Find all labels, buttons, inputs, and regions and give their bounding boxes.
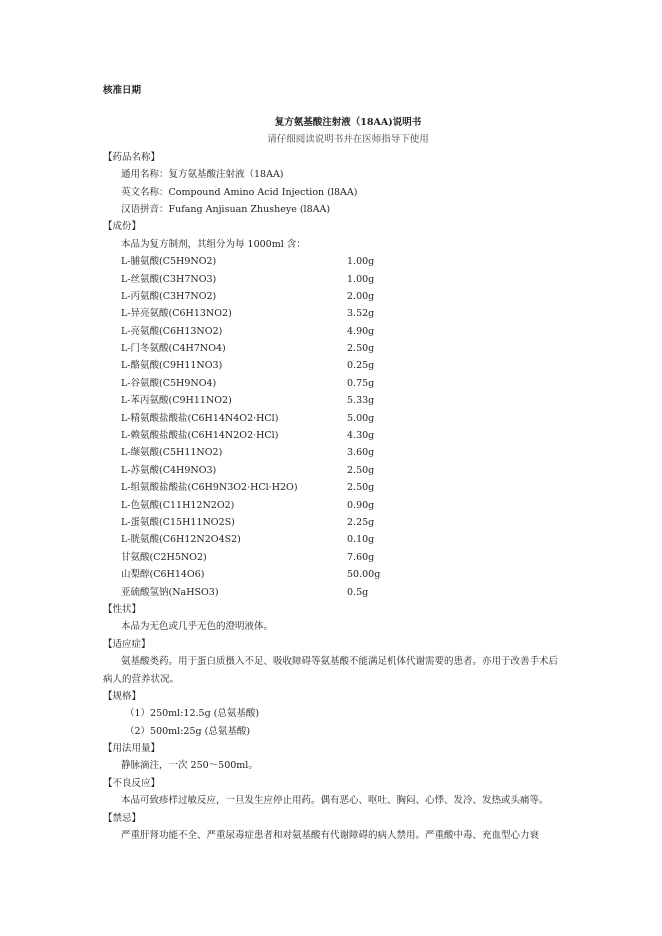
- ingredient-formula-close: ): [212, 290, 217, 302]
- package-insert: [103, 114, 563, 844]
- ingredient-name: [121, 253, 347, 270]
- ingredient-formula: C6H14N2O2·HCl: [191, 430, 275, 442]
- section-heading-composition: 【成份】: [103, 221, 142, 233]
- ingredient-label: L-丝氨酸(: [121, 273, 163, 285]
- ingredient-formula-close: ): [218, 325, 223, 337]
- ingredient-label: 亚硫酸氢钠(: [121, 586, 173, 598]
- ingredient-label: L-精氨酸盐酸盐(: [121, 412, 192, 424]
- section-heading-contraindications: 【禁忌】: [103, 812, 142, 824]
- composition-intro: 本品为复方制剂，其组分为每 1000ml 含：: [121, 238, 306, 250]
- ingredient-label: L-酪氨酸(: [121, 360, 163, 372]
- document-subtitle: 请仔细阅读说明书并在医师指导下使用: [267, 134, 429, 146]
- ingredient-label: L-脯氨酸(: [121, 256, 163, 268]
- ingredient-amount: 0.5g: [347, 586, 369, 598]
- ingredient-amount: 3.52g: [347, 308, 375, 320]
- indications-text: 氨基酸类药。用于蛋白质摄入不足、吸收障碍等氨基酸不能满足机体代谢需要的患者。亦用于改善手术后病人的营养状况。: [103, 656, 559, 685]
- ingredient-amount: 0.10g: [347, 534, 375, 546]
- ingredient-formula-close: ): [212, 377, 217, 389]
- ingredient-label: 甘氨酸(: [121, 551, 154, 563]
- ingredient-formula: C11H12N2O2: [162, 499, 231, 511]
- ingredient-formula-close: ): [230, 499, 235, 511]
- generic-name: 通用名称：复方氨基酸注射液（18AA): [121, 169, 284, 181]
- ingredient-formula-close: ): [203, 551, 207, 563]
- ingredient-label: L-色氨酸(: [121, 499, 163, 511]
- ingredient-name: [121, 375, 347, 392]
- ingredient-amount: 0.90g: [347, 499, 375, 511]
- ingredient-amount: 0.75g: [347, 377, 375, 389]
- composition-item: [103, 479, 563, 496]
- section-heading-name: 【药品名称】: [103, 151, 161, 163]
- ingredient-formula-close: ): [212, 273, 217, 285]
- ingredient-formula-close: ): [274, 430, 279, 442]
- ingredient-formula: C6H14N4O2·HCl: [191, 412, 275, 424]
- ingredient-amount: 1.00g: [347, 273, 375, 285]
- ingredient-label: L-缬氨酸(: [121, 447, 163, 459]
- composition-item: [103, 392, 563, 409]
- ingredient-amount: 4.30g: [347, 430, 375, 442]
- composition-list: [103, 253, 563, 601]
- section-heading-dosage: 【用法用量】: [103, 743, 161, 755]
- ingredient-amount: 2.50g: [347, 482, 375, 494]
- adverse-text: 本品可致疹样过敏反应，一旦发生应停止用药。偶有恶心、呕吐、胸闷、心悸、发冷、发热或头痛等。: [121, 795, 549, 807]
- composition-item: [103, 305, 563, 322]
- ingredient-name: [121, 392, 347, 409]
- document-title: 复方氨基酸注射液（18AA)说明书: [274, 117, 422, 128]
- ingredient-formula-close: ): [214, 586, 219, 598]
- ingredient-amount: 2.00g: [347, 290, 375, 302]
- ingredient-formula: C3H7NO2: [162, 290, 213, 302]
- ingredient-formula: C5H11NO2: [162, 447, 219, 459]
- ingredient-formula: C9H11NO3: [162, 360, 219, 372]
- ingredient-name: [121, 566, 347, 583]
- ingredient-formula-close: ): [212, 256, 217, 268]
- ingredient-name: [121, 323, 347, 340]
- composition-item: [103, 514, 563, 531]
- ingredient-label: L-赖氨酸盐酸盐(: [121, 430, 192, 442]
- composition-item: [103, 531, 563, 548]
- ingredient-name: [121, 288, 347, 305]
- ingredient-name: [121, 531, 347, 548]
- ingredient-formula-close: ): [222, 343, 226, 355]
- composition-item: [103, 340, 563, 357]
- composition-item: [103, 566, 563, 583]
- contraindications-text: 严重肝肾功能不全、严重尿毒症患者和对氨基酸有代谢障碍的病人禁用。严重酸中毒、充血型心力衰: [121, 830, 540, 842]
- ingredient-formula: C3H7NO3: [162, 273, 213, 285]
- composition-item: [103, 375, 563, 392]
- ingredient-name: [121, 514, 347, 531]
- ingredient-name: [121, 549, 347, 566]
- ingredient-formula: C4H7NO4: [172, 343, 223, 355]
- composition-item: [103, 427, 563, 444]
- ingredient-formula: C6H13NO2: [172, 308, 229, 320]
- ingredient-name: [121, 479, 347, 496]
- ingredient-amount: 2.50g: [347, 464, 375, 476]
- composition-item: [103, 462, 563, 479]
- ingredient-formula-close: ): [231, 516, 235, 528]
- ingredient-amount: 3.60g: [347, 447, 375, 459]
- ingredient-formula-close: ): [218, 360, 223, 372]
- ingredient-label: L-丙氨酸(: [121, 290, 163, 302]
- composition-item: [103, 549, 563, 566]
- ingredient-name: [121, 497, 347, 514]
- ingredient-formula: C5H9NO2: [162, 256, 213, 268]
- ingredient-formula-close: ): [228, 308, 232, 320]
- ingredient-name: [121, 357, 347, 374]
- ingredient-label: L-蛋氨酸(: [121, 516, 163, 528]
- dosage-text: 静脉滴注，一次 250～500ml。: [121, 760, 258, 772]
- composition-item: [103, 410, 563, 427]
- ingredient-name: [121, 444, 347, 461]
- ingredient-amount: 0.25g: [347, 360, 375, 372]
- composition-item: [103, 288, 563, 305]
- ingredient-formula-close: ): [200, 569, 205, 581]
- ingredient-amount: 1.00g: [347, 256, 375, 268]
- ingredient-formula: C5H9NO4: [162, 377, 213, 389]
- ingredient-amount: 7.60g: [347, 551, 375, 563]
- section-heading-indications: 【适应症】: [103, 638, 151, 650]
- ingredient-name: [121, 427, 347, 444]
- specification-2: （2）500ml:25g (总氨基酸): [125, 725, 251, 737]
- ingredient-formula: C6H13NO2: [162, 325, 219, 337]
- section-heading-specification: 【规格】: [103, 690, 142, 702]
- ingredient-label: L-门冬氨酸(: [121, 343, 173, 355]
- ingredient-amount: 50.00g: [347, 569, 381, 581]
- composition-item: [103, 497, 563, 514]
- ingredient-name: [121, 410, 347, 427]
- composition-item: [103, 323, 563, 340]
- section-heading-description: 【性状】: [103, 603, 142, 615]
- ingredient-formula: C4H9NO3: [162, 464, 213, 476]
- composition-item: [103, 584, 563, 601]
- composition-item: [103, 357, 563, 374]
- ingredient-amount: 5.00g: [347, 412, 375, 424]
- composition-item: [103, 253, 563, 270]
- ingredient-formula: C6H9N3O2·HCl·H2O: [191, 482, 294, 494]
- ingredient-amount: 4.90g: [347, 325, 375, 337]
- ingredient-formula-close: ): [274, 412, 279, 424]
- approval-date-label: 核准日期: [103, 85, 142, 96]
- specification-1: （1）250ml:12.5g (总氨基酸): [125, 708, 260, 720]
- ingredient-formula: C6H12N2O4S2: [162, 534, 238, 546]
- ingredient-formula-close: ): [212, 464, 217, 476]
- ingredient-formula: C9H11NO2: [172, 395, 229, 407]
- ingredient-label: 山梨醇(: [121, 569, 154, 581]
- ingredient-label: L-胱氨酸(: [121, 534, 163, 546]
- composition-item: [103, 271, 563, 288]
- ingredient-formula-close: ): [237, 534, 241, 546]
- ingredient-label: L-谷氨酸(: [121, 377, 163, 389]
- ingredient-name: [121, 271, 347, 288]
- composition-item: [103, 444, 563, 461]
- ingredient-label: L-组氨酸盐酸盐(: [121, 482, 192, 494]
- ingredient-name: [121, 584, 347, 601]
- ingredient-label: L-苯丙氨酸(: [121, 395, 173, 407]
- ingredient-label: L-苏氨酸(: [121, 464, 163, 476]
- ingredient-label: L-亮氨酸(: [121, 325, 163, 337]
- pinyin-name: 汉语拼音：Fufang Anjisuan Zhusheye (l8AA): [121, 203, 331, 215]
- ingredient-formula: C15H11NO2S: [162, 516, 232, 528]
- ingredient-amount: 2.50g: [347, 343, 375, 355]
- ingredient-label: L-异亮氨酸(: [121, 308, 173, 320]
- ingredient-formula: NaHSO3: [172, 586, 215, 598]
- ingredient-formula-close: ): [218, 447, 223, 459]
- ingredient-formula: C6H14O6: [153, 569, 201, 581]
- ingredient-amount: 2.25g: [347, 516, 375, 528]
- ingredient-formula-close: ): [228, 395, 232, 407]
- ingredient-name: [121, 340, 347, 357]
- ingredient-name: [121, 462, 347, 479]
- ingredient-amount: 5.33g: [347, 395, 375, 407]
- ingredient-formula: C2H5NO2: [153, 551, 204, 563]
- ingredient-formula-close: ): [293, 482, 298, 494]
- description-text: 本品为无色或几乎无色的澄明液体。: [121, 621, 274, 633]
- english-name: 英文名称：Compound Amino Acid Injection (l8AA): [121, 186, 358, 198]
- ingredient-name: [121, 305, 347, 322]
- section-heading-adverse: 【不良反应】: [103, 777, 161, 789]
